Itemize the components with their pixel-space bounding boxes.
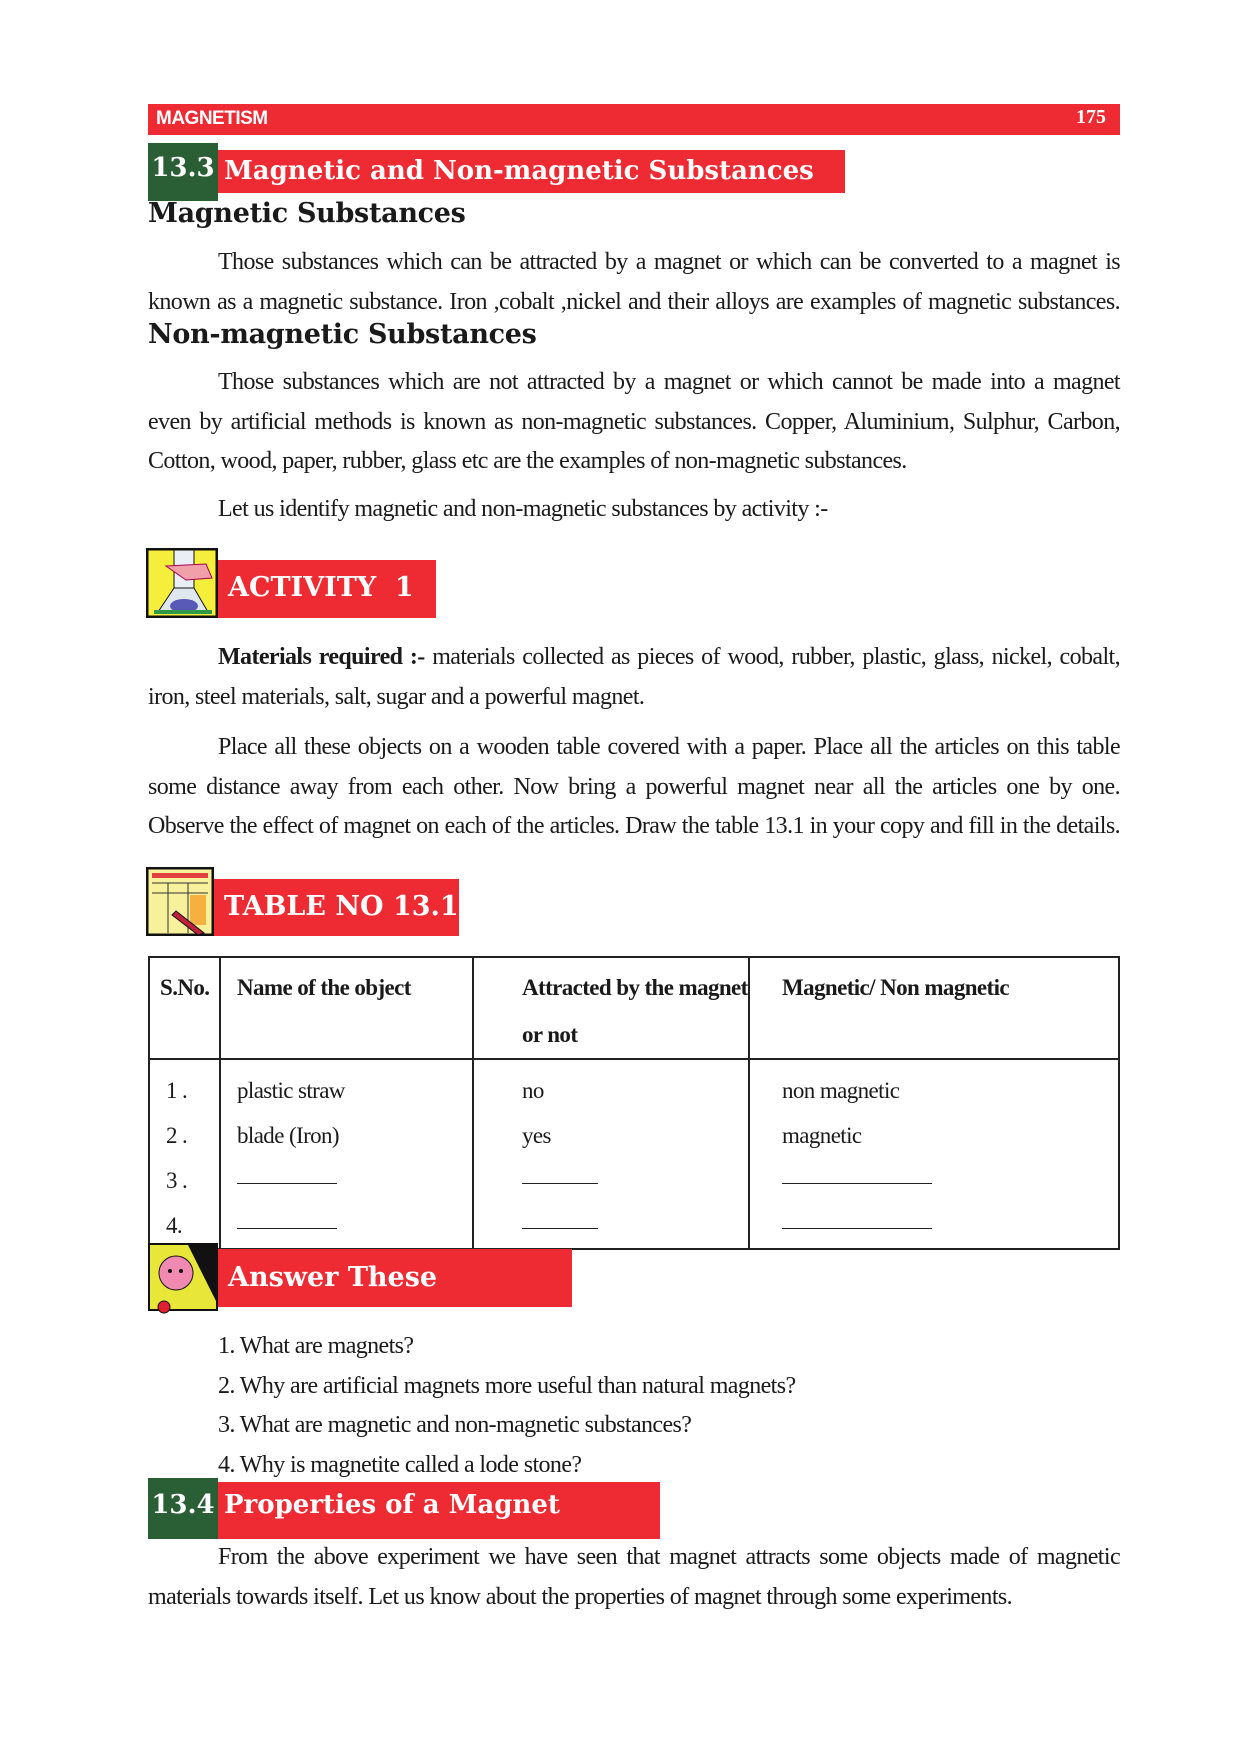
- header-attracted: Attracted by the magnet or not: [473, 957, 749, 1059]
- paragraph-line: Those substances which can be attracted by a magnet or which can be converted to a magnet is: [218, 249, 1120, 275]
- paragraph-line: Place all these objects on a wooden table covered with a paper. Place all the articles on this table: [218, 734, 1120, 760]
- table-row: [149, 1158, 1119, 1203]
- page-number: 175: [1076, 106, 1106, 128]
- question: 3. What are magnetic and non-magnetic substances?: [218, 1412, 692, 1438]
- chapter-title: MAGNETISM: [156, 108, 268, 129]
- materials-line: [148, 642, 1120, 672]
- question: 2. Why are artificial magnets more useful than natural magnets?: [218, 1373, 796, 1399]
- table-header-row: [149, 957, 1119, 1059]
- section-13-4-number: 13.4: [148, 1478, 218, 1539]
- observation-table: [148, 956, 1120, 1250]
- cell-blank: [473, 1158, 749, 1203]
- paragraph-line: From the above experiment we have seen that magnet attracts some objects made of magnetic: [218, 1544, 1120, 1570]
- cell-blank: [220, 1158, 473, 1203]
- cell-attracted: yes: [473, 1113, 749, 1158]
- table-row: [149, 1059, 1119, 1113]
- cell-sno: 4.: [149, 1203, 220, 1249]
- cell-object: blade (Iron): [220, 1113, 473, 1158]
- table-icon: [146, 867, 214, 936]
- cell-type: magnetic: [749, 1113, 1119, 1158]
- materials-label: Materials required :-: [218, 644, 425, 670]
- cell-sno: 3 .: [149, 1158, 220, 1203]
- section-13-3-title: Magnetic and Non-magnetic Substances: [218, 150, 845, 193]
- section-13-3-number: 13.3: [148, 143, 218, 201]
- cell-blank: [473, 1203, 749, 1249]
- table-row: [149, 1203, 1119, 1249]
- materials-text: materials collected as pieces of wood, rubber, plastic, glass, nickel, cobalt,: [432, 644, 1120, 670]
- question: 1. What are magnets?: [218, 1333, 414, 1359]
- question: 4. Why is magnetite called a lode stone?: [218, 1452, 582, 1478]
- header-sno: S.No.: [149, 957, 220, 1059]
- paragraph-line: some distance away from each other. Now bring a powerful magnet near all the articles one by one.: [148, 774, 1120, 800]
- paragraph-line: materials towards itself. Let us know about the properties of magnet through some experiments.: [148, 1584, 1013, 1610]
- paragraph-line: Cotton, wood, paper, rubber, glass etc are the examples of non-magnetic substances.: [148, 448, 907, 474]
- table-label: TABLE NO 13.1: [214, 879, 459, 936]
- cell-sno: 1 .: [149, 1059, 220, 1113]
- cell-sno: 2 .: [149, 1113, 220, 1158]
- cell-type: non magnetic: [749, 1059, 1119, 1113]
- header-object: Name of the object: [220, 957, 473, 1059]
- table-row: [149, 1113, 1119, 1158]
- chapter-header: [148, 104, 1120, 135]
- cell-blank: [749, 1158, 1119, 1203]
- cell-blank: [220, 1203, 473, 1249]
- paragraph-line: Let us identify magnetic and non-magnetic substances by activity :-: [218, 496, 828, 522]
- heading-magnetic-substances: Magnetic Substances: [148, 198, 466, 229]
- thinking-child-icon: [148, 1243, 218, 1315]
- section-13-4-title: Properties of a Magnet: [218, 1482, 660, 1539]
- paragraph-line: known as a magnetic substance. Iron ,cobalt ,nickel and their alloys are examples of magnetic substances.: [148, 289, 1120, 315]
- paragraph-line: iron, steel materials, salt, sugar and a powerful magnet.: [148, 684, 645, 710]
- cell-attracted: no: [473, 1059, 749, 1113]
- paragraph-line: Observe the effect of magnet on each of the articles. Draw the table 13.1 in your copy and fill in the details.: [148, 813, 1120, 839]
- cell-blank: [749, 1203, 1119, 1249]
- cell-object: plastic straw: [220, 1059, 473, 1113]
- activity-flask-icon: [146, 548, 218, 618]
- paragraph-line: even by artificial methods is known as non-magnetic substances. Copper, Aluminium, Sulphur, Carbon,: [148, 409, 1120, 435]
- activity-label: ACTIVITY 1: [218, 560, 436, 618]
- answer-these-label: Answer These: [218, 1249, 572, 1307]
- heading-non-magnetic-substances: Non-magnetic Substances: [148, 319, 537, 350]
- header-type: Magnetic/ Non magnetic: [749, 957, 1119, 1059]
- paragraph-line: Those substances which are not attracted by a magnet or which cannot be made into a magnet: [218, 369, 1120, 395]
